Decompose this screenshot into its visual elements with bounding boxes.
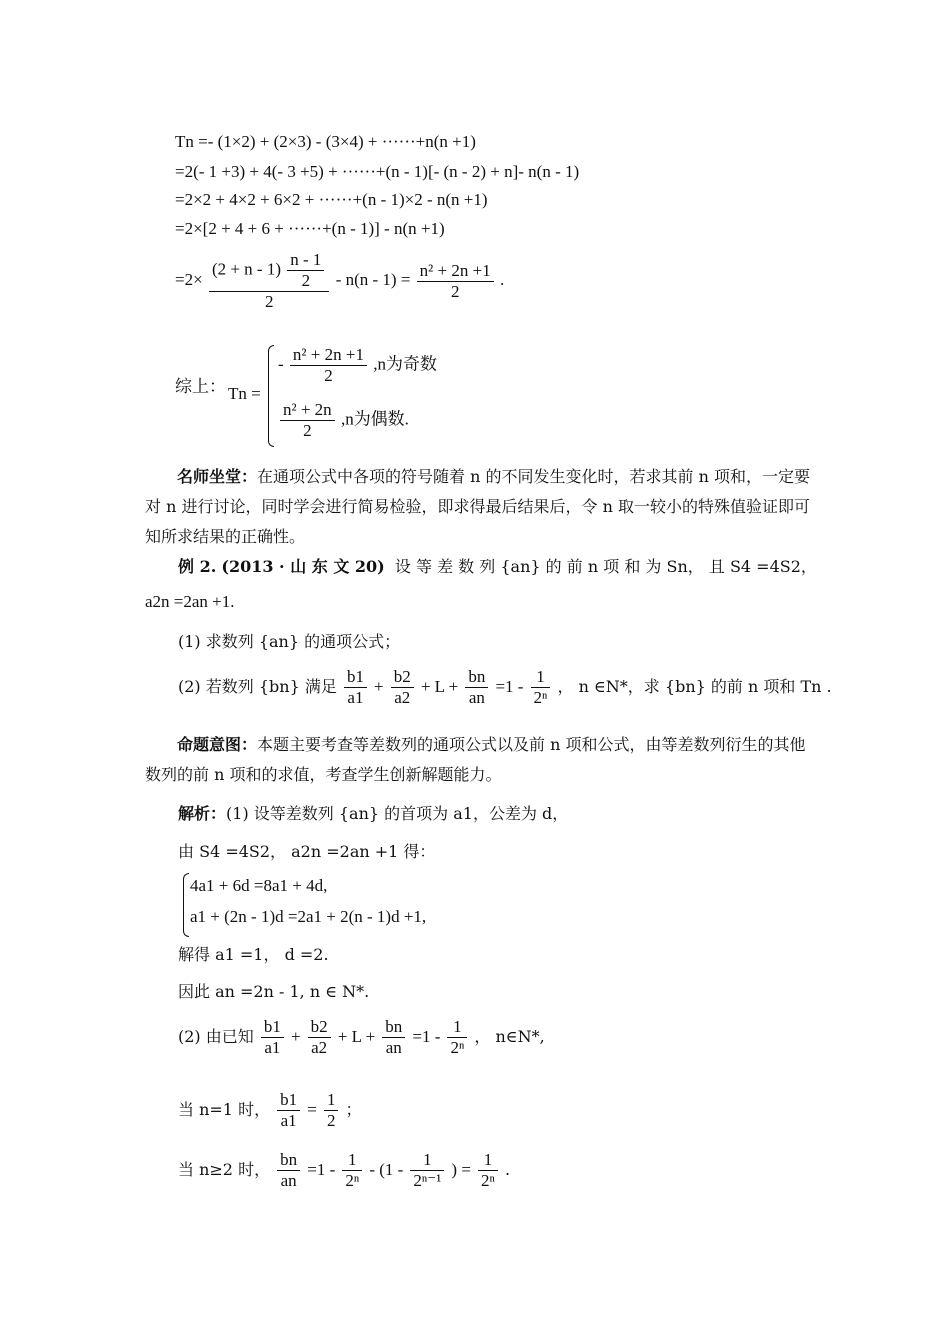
l5-inner-fraction [287,250,324,291]
s7-frac-2-num: 1 [342,1150,362,1171]
s7-frac-2-den: 2ⁿ [345,1171,360,1190]
example2-line-2: a2n =2an +1. [145,592,235,611]
problem-intent [145,730,810,790]
summary-case-2 [278,400,409,441]
system-eq-2: a1 + (2n - 1)d =2a1 + 2(n - 1)d +1, [190,907,427,926]
l5-fraction [209,250,330,312]
s5-frac-3-den: an [385,1038,402,1057]
s5-end: ， n∈N*, [474,1027,545,1046]
case2-num: n² + 2n [280,400,335,421]
s7-frac-3-num: 1 [410,1150,444,1171]
s5-frac-4-num: 1 [447,1017,467,1038]
solution-line-3: 解得 a1 =1， d =2. [178,945,329,964]
solution-s1: (1) 设等差数列 {an} 的首项为 a1，公差为 d， [226,804,569,823]
l5-prefix: =2× [175,269,203,289]
example2-stem-b: 的 前 [545,557,583,576]
l5-inner-den: 2 [301,271,311,290]
s6-frac-1-den: a1 [280,1111,297,1130]
s5-dots: + L + [337,1027,376,1046]
example2-line-1 [178,555,817,579]
s7-frac-1-den: an [280,1171,297,1190]
derivation-line-4: =2×[2 + 4 + 6 + ······+(n - 1)] - n(n +1) [175,219,445,238]
q2-frac-2-den: a2 [394,688,411,707]
s5-frac-2-den: a2 [311,1038,328,1057]
solution-title: 解析： [178,804,227,823]
case1-den: 2 [324,366,333,385]
s6-frac-2-num: 1 [324,1090,339,1111]
s6-frac-1-num: b1 [277,1090,300,1111]
q2-frac-1-den: a1 [347,688,364,707]
q2-eq: =1 - [495,677,524,696]
s5-frac-4 [447,1017,467,1058]
s6-end: ； [345,1100,362,1119]
s7-frac-1 [277,1150,300,1191]
summary-lhs: Tn = [228,384,261,403]
s6-frac-1 [277,1090,300,1131]
derivation-line-1: Tn =- (1×2) + (2×3) - (3×4) + ······+n(n +1) [175,132,476,151]
q2-frac-3 [465,667,488,708]
s7-eq: =1 - [307,1160,336,1179]
example2-stem-c: n 项 和 为 Sn， 且 S4 =4S2， [587,557,817,576]
l5-num-a: (2 + n - 1) [211,259,282,279]
s5-lead: (2) 由已知 [178,1027,254,1046]
teacher-note [145,462,810,552]
l5-numerator [209,250,330,292]
q2-frac-3-den: an [468,688,485,707]
example2-an-set: {an} [500,557,541,576]
solution-line-2: 由 S4 =4S2， a2n =2an +1 得： [178,842,436,861]
s5-frac-2 [308,1017,331,1058]
derivation-line-3: =2×2 + 4×2 + 6×2 + ······+(n - 1)×2 - n(n +1) [175,190,488,209]
case1-num: n² + 2n +1 [290,345,367,366]
s6-eq: = [307,1100,317,1119]
s6-frac-2 [324,1090,339,1131]
derivation-line-5 [175,250,504,312]
s5-frac-1-den: a1 [264,1038,281,1057]
summary-label: 综上： [175,377,226,397]
l5-rhs-den: 2 [450,281,460,301]
example2-question-1: (1) 求数列 {an} 的通项公式； [178,632,401,651]
piecewise-brace [268,345,274,447]
q2-frac-4-den: 2ⁿ [533,688,548,707]
s7-lead: 当 n≥2 时， [178,1160,271,1179]
intent-title: 命题意图： [177,735,258,754]
q2-frac-2 [391,667,414,708]
s7-close: ) = [451,1160,471,1179]
case1-fraction [290,345,367,386]
q2-frac-2-num: b2 [391,667,414,688]
case2-fraction [280,400,335,441]
teacher-note-text: 在通项公式中各项的符号随着 n 的不同发生变化时，若求其前 n 项和，一定要对 n 进行讨论，同时学会进行简易检验，即求得最后结果后，令 n 取一较小的特殊值验证即可知所求结果的正确性。 [145,467,810,546]
case1-cond: ,n为奇数 [373,354,437,374]
summary-case-1 [278,345,437,386]
s5-frac-3-num: bn [382,1017,405,1038]
l5-inner-num: n - 1 [287,250,324,271]
q2-frac-4-num: 1 [531,667,551,688]
solution-line-5 [178,1017,545,1058]
q2-frac-1 [344,667,367,708]
s5-plus: + [290,1027,301,1046]
case2-den: 2 [303,421,312,440]
q2-frac-4 [531,667,551,708]
solution-line-1 [178,802,568,826]
system-brace [183,873,189,937]
s5-frac-1 [261,1017,284,1058]
s6-lead: 当 n=1 时， [178,1100,271,1119]
s7-end: . [504,1160,511,1179]
s5-frac-1-num: b1 [261,1017,284,1038]
q2-plus: + [374,677,384,696]
s7-frac-1-num: bn [277,1150,300,1171]
q2-frac-1-num: b1 [344,667,367,688]
s5-frac-3 [382,1017,405,1058]
example2-stem-a: 设 等 差 数 列 [394,557,496,576]
s5-frac-2-num: b2 [308,1017,331,1038]
solution-line-6 [178,1090,362,1131]
s5-eq: =1 - [412,1027,441,1046]
example2-question-2 [178,667,832,708]
s6-frac-2-den: 2 [326,1111,336,1130]
l5-rhs-fraction [417,261,494,302]
solution-line-4: 因此 an =2n - 1, n ∈ N*. [178,982,370,1001]
l5-mid: - n(n - 1) = [335,269,411,289]
example2-source: (2013 · 山 东 文 20) [221,557,385,576]
q2-dots: + L + [420,677,459,696]
s7-frac-3 [410,1150,444,1191]
solution-line-7 [178,1150,510,1191]
s5-frac-4-den: 2ⁿ [450,1038,465,1057]
s7-frac-4 [478,1150,498,1191]
s7-frac-3-den: 2ⁿ⁻¹ [413,1171,442,1190]
l5-denominator: 2 [264,292,274,311]
teacher-note-title: 名师坐堂： [177,467,258,486]
l5-rhs-num: n² + 2n +1 [417,261,494,282]
s7-frac-4-den: 2ⁿ [481,1171,495,1190]
q2-lead: (2) 若数列 {bn} 满足 [178,677,337,696]
case2-cond: ,n为偶数. [340,409,409,429]
s7-frac-2 [342,1150,362,1191]
q2-frac-3-num: bn [465,667,488,688]
q2-end: ， n ∈N*，求 {bn} 的前 n 项和 Tn . [557,677,832,696]
s7-frac-4-num: 1 [478,1150,498,1171]
example2-title: 例 2. [178,557,217,576]
case1-sign: - [278,354,284,374]
system-eq-1: 4a1 + 6d =8a1 + 4d, [190,876,328,895]
s7-mid: - (1 - [369,1160,404,1179]
intent-text: 本题主要考查等差数列的通项公式以及前 n 项和公式，由等差数列衍生的其他数列的前 n 项和的求值，考查学生创新解题能力。 [145,735,806,784]
l5-end: . [499,269,505,289]
derivation-line-2: =2(- 1 +3) + 4(- 3 +5) + ······+(n - 1)[- (n - 2) + n]- n(n - 1) [175,162,580,181]
